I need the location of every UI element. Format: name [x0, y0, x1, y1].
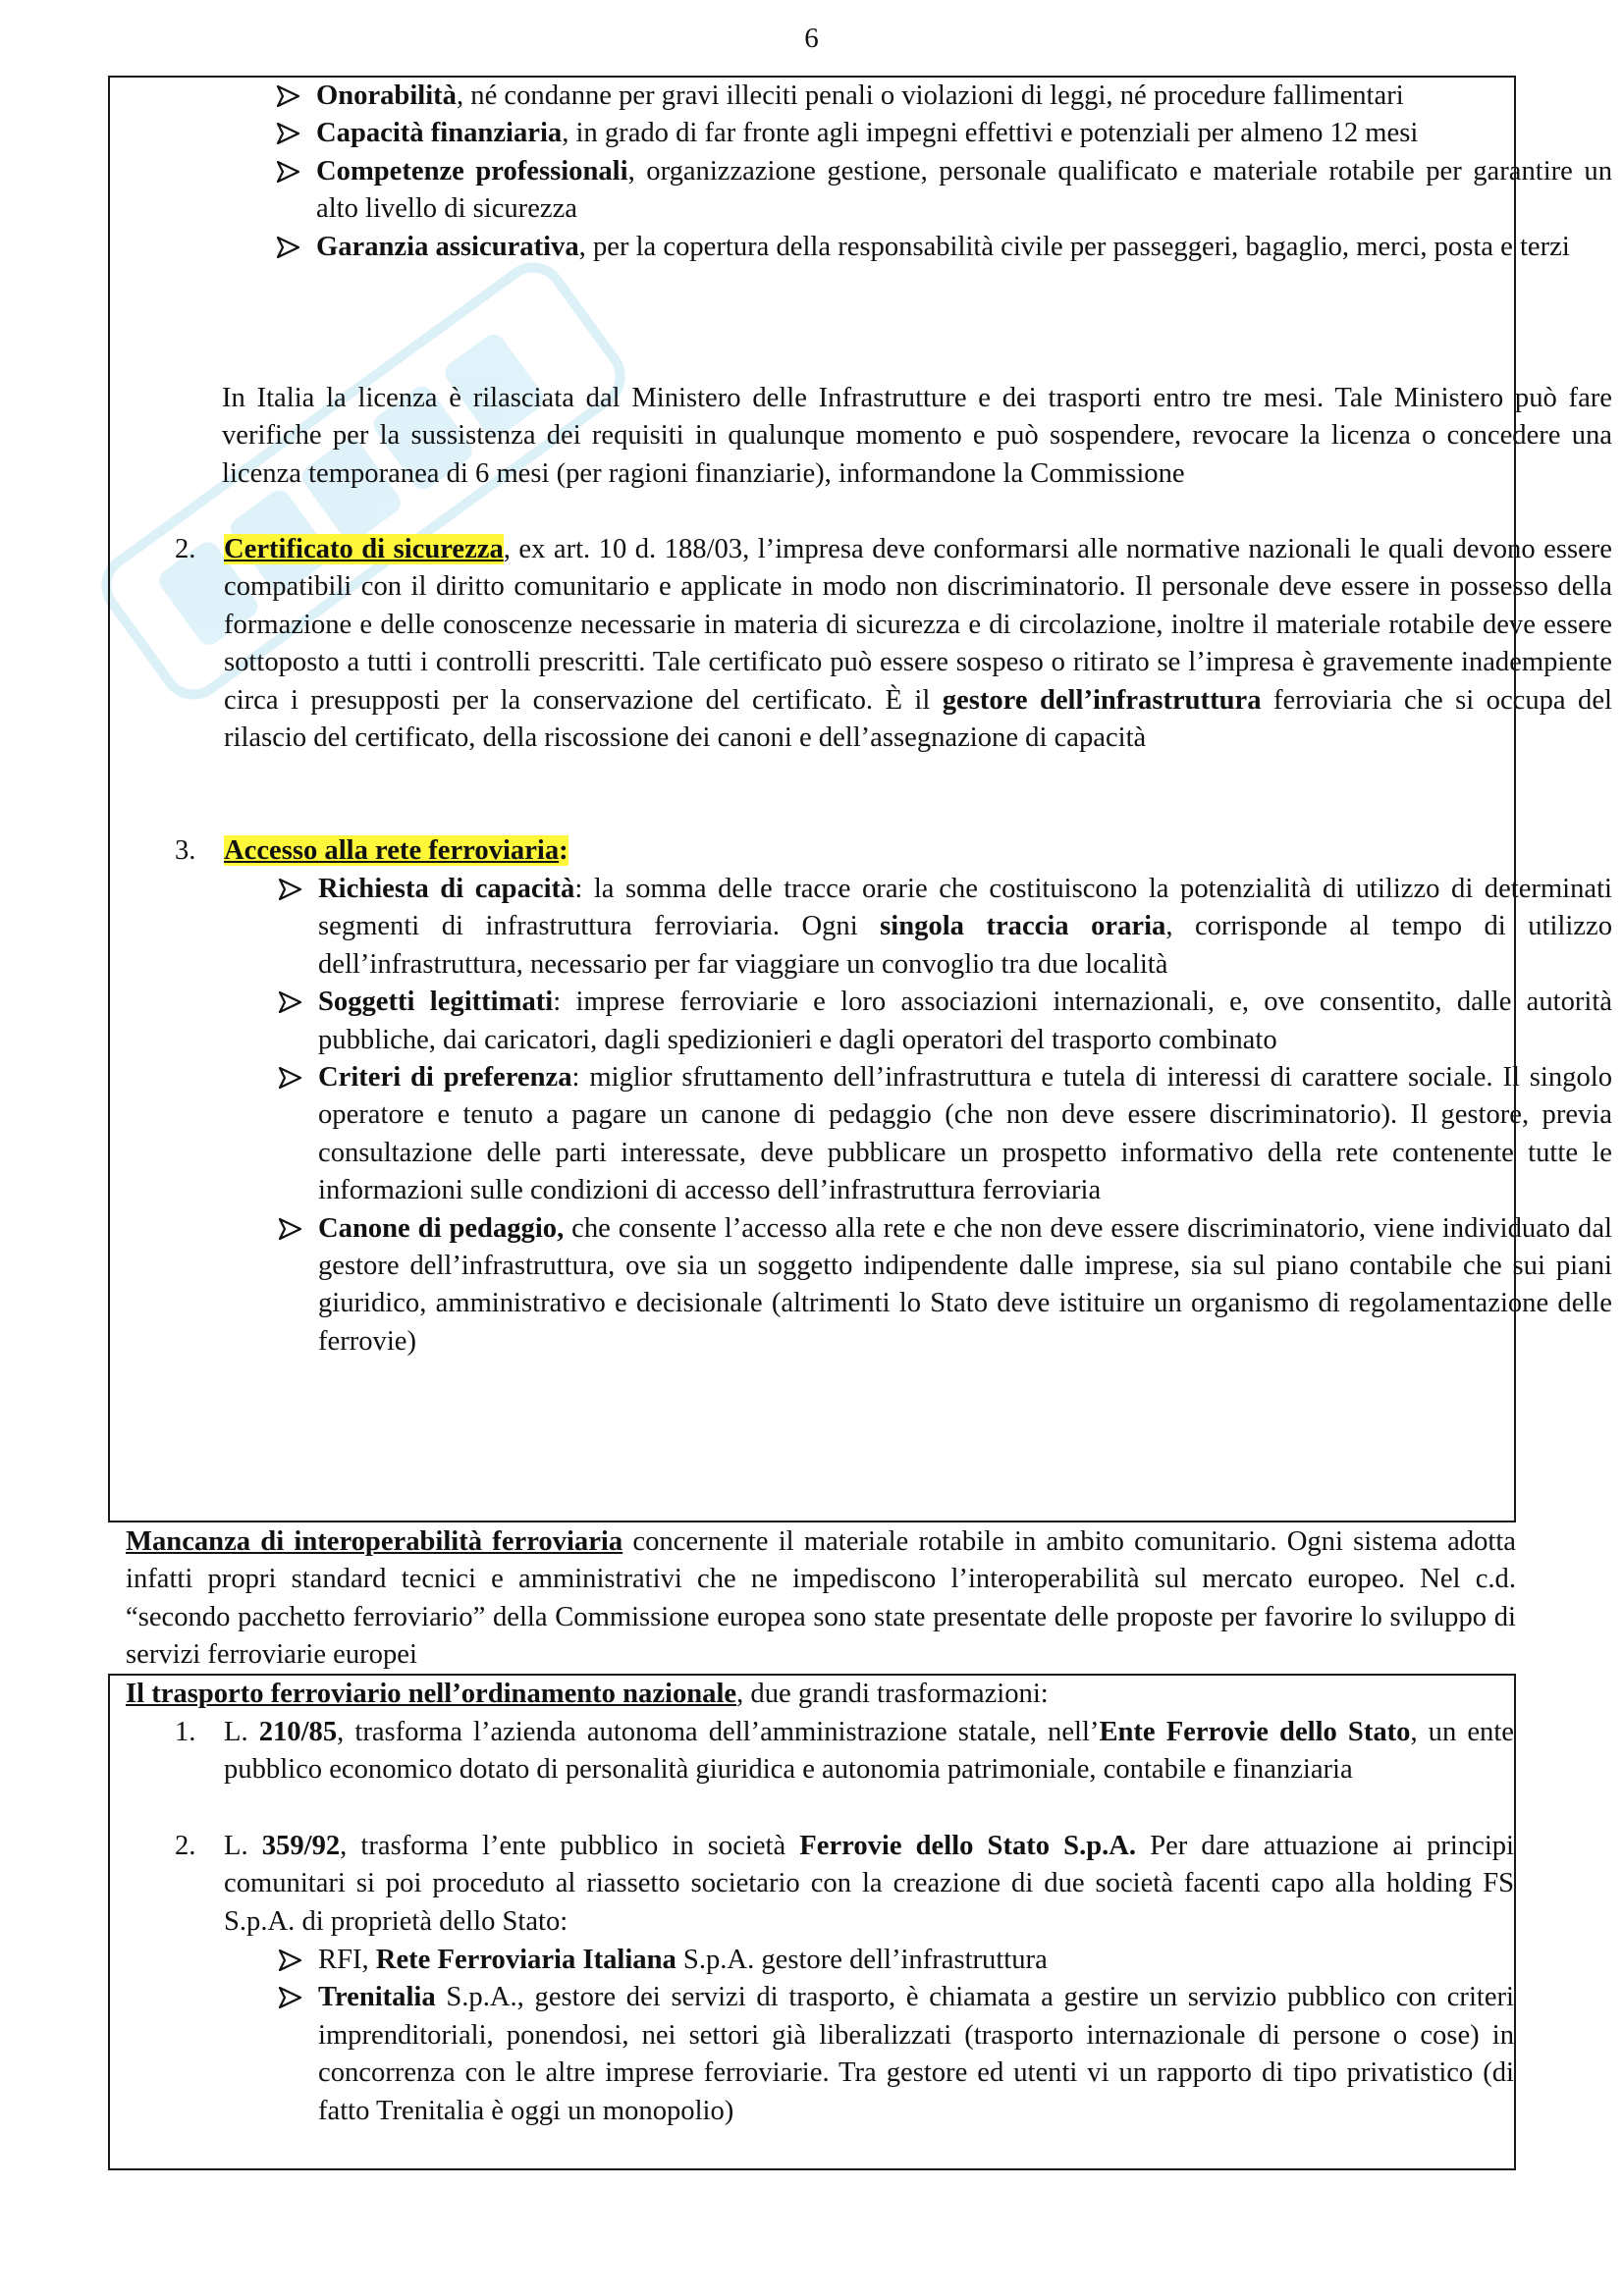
law-prefix: L. — [224, 1717, 259, 1747]
national-railway-box — [108, 1674, 1516, 2170]
law-prefix: L. — [224, 1831, 262, 1861]
list-item — [269, 1059, 1612, 1210]
list-item — [269, 1210, 1612, 1362]
requirement-text: , per la copertura della responsabilità civile per passeggeri, bagaglio, merci, posta e terzi — [578, 231, 1570, 262]
condition-text: : la somma delle tracce orarie che costituiscono la potenzialità di utilizzo di determinati segmenti di infrastruttura ferroviaria. Ogni — [318, 874, 1613, 942]
item-bold: gestore dell’infrastruttura — [942, 684, 1262, 716]
item-text: , trasforma l’azienda autonoma dell’amministrazione statale, nell’ — [337, 1717, 1100, 1747]
requirements-list — [267, 78, 1612, 266]
licence-and-access-box — [108, 76, 1613, 1522]
requirement-text: , in grado di far fronte agli impegni effettivi e potenziali per almeno 12 mesi — [562, 118, 1419, 149]
item-text: , ex art. 10 d. 188/03, l’impresa deve conformarsi alle normative nazionali le quali devono essere compatibili con il diritto comunitario e applicate in modo non discriminatorio. Il personale deve essere in possesso della formazione e delle conoscenze necessarie in materia di sicurezza e di circolazione, inoltre il materiale rotabile deve essere sottoposto a tutti i controlli prescritti. Tale certificato può essere sospeso o ritirato se l’impresa è gravemente inadempiente circa i presupposti per la conservazione del certificato. È il — [224, 534, 1612, 716]
item-bold: Ferrovie dello Stato S.p.A. — [799, 1831, 1137, 1861]
arrow-bullet-icon — [275, 115, 308, 152]
company-text: S.p.A., gestore dei servizi di trasporto, è chiamata a gestire un servizio pubblico con criteri imprenditoriali, ponendosi, nei settori già liberalizzati (trasporto internazionale di persone o cose) in concorrenza con le altre imprese ferroviarie. Tra gestore ed utenti vi un rapporto di tipo privatistico (di fatto Trenitalia è oggi un monopolio) — [318, 1982, 1514, 2126]
requirement-text: , né condanne per gravi illeciti penali o violazioni di leggi, né procedure fallimentari — [456, 80, 1404, 111]
condition-text: : miglior sfruttamento dell’infrastruttura e tutela di interessi di carattere sociale. Il singolo operatore e tenuto a pagare un canone di pedaggio (che non deve essere discriminatorio). Il gestore, previa consultazione delle parti interessate, deve pubblicare un prospetto informativo della rete contenente tutte le informazioni sulle condizioni di accesso dell’infrastruttura ferroviaria — [318, 1062, 1613, 1206]
arrow-bullet-icon — [275, 78, 308, 115]
list-item — [269, 871, 1612, 984]
section-title: Mancanza di interoperabilità ferroviaria — [126, 1526, 623, 1557]
section-title-rest: , due grandi trasformazioni: — [736, 1679, 1049, 1709]
list-item — [269, 1942, 1514, 1979]
list-item — [267, 229, 1612, 266]
companies-list — [269, 1942, 1514, 2130]
arrow-bullet-icon — [277, 1979, 310, 2016]
company-lead: RFI, — [318, 1945, 376, 1975]
list-item — [269, 984, 1612, 1059]
condition-title: Richiesta di capacità — [318, 874, 575, 904]
list-number: 2. — [175, 534, 196, 564]
item-title: Accesso alla rete ferroviaria — [224, 835, 560, 866]
law-number: 210/85 — [258, 1717, 338, 1747]
item-text: ferroviaria che si occupa del rilascio del certificato, della riscossione dei canoni e dell’assegnazione di capacità — [224, 684, 1612, 754]
requirement-title: Competenze professionali — [316, 155, 628, 187]
section-text: concernente il materiale rotabile in ambito comunitario. Ogni sistema adotta infatti propri standard tecnici e amministrativi che ne impediscono l’interoperabilità sul mercato europeo. Nel c.d. “secondo pacchetto ferroviario” della Commissione europea sono state presentate delle proposte per favorire lo sviluppo di servizi ferroviarie europei — [126, 1526, 1516, 1671]
list-item — [269, 1979, 1514, 2130]
item-bold: Ente Ferrovie dello Stato — [1099, 1717, 1411, 1747]
item-colon: : — [559, 835, 568, 866]
arrow-bullet-icon — [277, 984, 310, 1021]
condition-text: : imprese ferroviarie e loro associazioni internazionali, e, ove consentito, dalle autorità pubbliche, dai caricatori, dagli spedizionieri e dagli operatori del trasporto combinato — [318, 987, 1612, 1055]
list-item — [267, 78, 1612, 115]
item-text: , trasforma l’ente pubblico in società — [340, 1831, 800, 1861]
company-name: Trenitalia — [318, 1982, 436, 2013]
list-item — [267, 115, 1612, 152]
company-text: S.p.A. gestore dell’infrastruttura — [676, 1945, 1048, 1975]
list-number: 1. — [175, 1717, 196, 1747]
condition-title: Criteri di preferenza — [318, 1062, 572, 1094]
item-text: Per dare attuazione ai principi comunitari si poi proceduto al riassetto societario con la creazione di due società facenti capo alla holding FS S.p.A. di proprietà dello Stato: — [224, 1831, 1515, 1937]
arrow-bullet-icon — [275, 229, 308, 266]
item-1-law-210-85 — [110, 1714, 1514, 1789]
requirement-title: Onorabilità — [316, 80, 457, 111]
condition-title: Soggetti legittimati — [318, 987, 554, 1018]
arrow-bullet-icon — [275, 153, 308, 190]
list-number: 2. — [175, 1831, 196, 1861]
requirement-title: Capacità finanziaria — [316, 118, 563, 149]
page-number: 6 — [804, 23, 819, 54]
item-2-law-359-92 — [110, 1828, 1514, 1941]
condition-text: che consente l’accesso alla rete e che non deve essere discriminatorio, viene individuato dal gestore dell’infrastruttura, ove sia un soggetto indipendente dalle imprese, sia sul piano contabile che sui piani giuridico, amministrativo e decisionale (altrimenti lo Stato deve istituire un organismo di regolamentazione delle ferrovie) — [318, 1212, 1612, 1357]
arrow-bullet-icon — [277, 871, 310, 908]
section-title: Il trasporto ferroviario nell’ordinamento nazionale — [126, 1679, 737, 1709]
list-item — [267, 153, 1612, 229]
interoperability-paragraph — [126, 1523, 1516, 1675]
law-number: 359/92 — [261, 1831, 341, 1861]
requirement-text: , organizzazione gestione, personale qualificato e materiale rotabile per garantire un alto livello di sicurezza — [316, 155, 1612, 225]
arrow-bullet-icon — [277, 1942, 310, 1979]
condition-title: Canone di pedaggio, — [318, 1212, 565, 1244]
list-number: 3. — [175, 835, 196, 866]
access-conditions-list — [269, 871, 1612, 1361]
section-heading — [126, 1676, 1510, 1713]
item-title: Certificato di sicurezza — [224, 534, 504, 564]
condition-bold: singola traccia oraria — [880, 911, 1166, 942]
requirement-title: Garanzia assicurativa — [316, 231, 579, 262]
arrow-bullet-icon — [277, 1059, 310, 1096]
arrow-bullet-icon — [277, 1210, 310, 1248]
condition-text: , corrisponde al tempo di utilizzo dell’infrastruttura, necessario per far viaggiare un convoglio tra due località — [318, 911, 1612, 980]
item-text: , un ente pubblico economico dotato di personalità giuridica e autonomia patrimoniale, contabile e finanziaria — [224, 1717, 1514, 1786]
item-3-network-access — [110, 832, 1612, 870]
company-name: Rete Ferroviaria Italiana — [375, 1945, 676, 1975]
licence-paragraph: In Italia la licenza è rilasciata dal Ministero delle Infrastrutture e dei trasporti entro tre mesi. Tale Ministero può fare verifiche per la sussistenza dei requisiti in qualunque momento e può sospendere, revocare la licenza o concedere una licenza temporanea di 6 mesi (per ragioni finanziarie), informandone la Commissione — [222, 383, 1612, 489]
item-2-safety-certificate — [110, 531, 1612, 757]
